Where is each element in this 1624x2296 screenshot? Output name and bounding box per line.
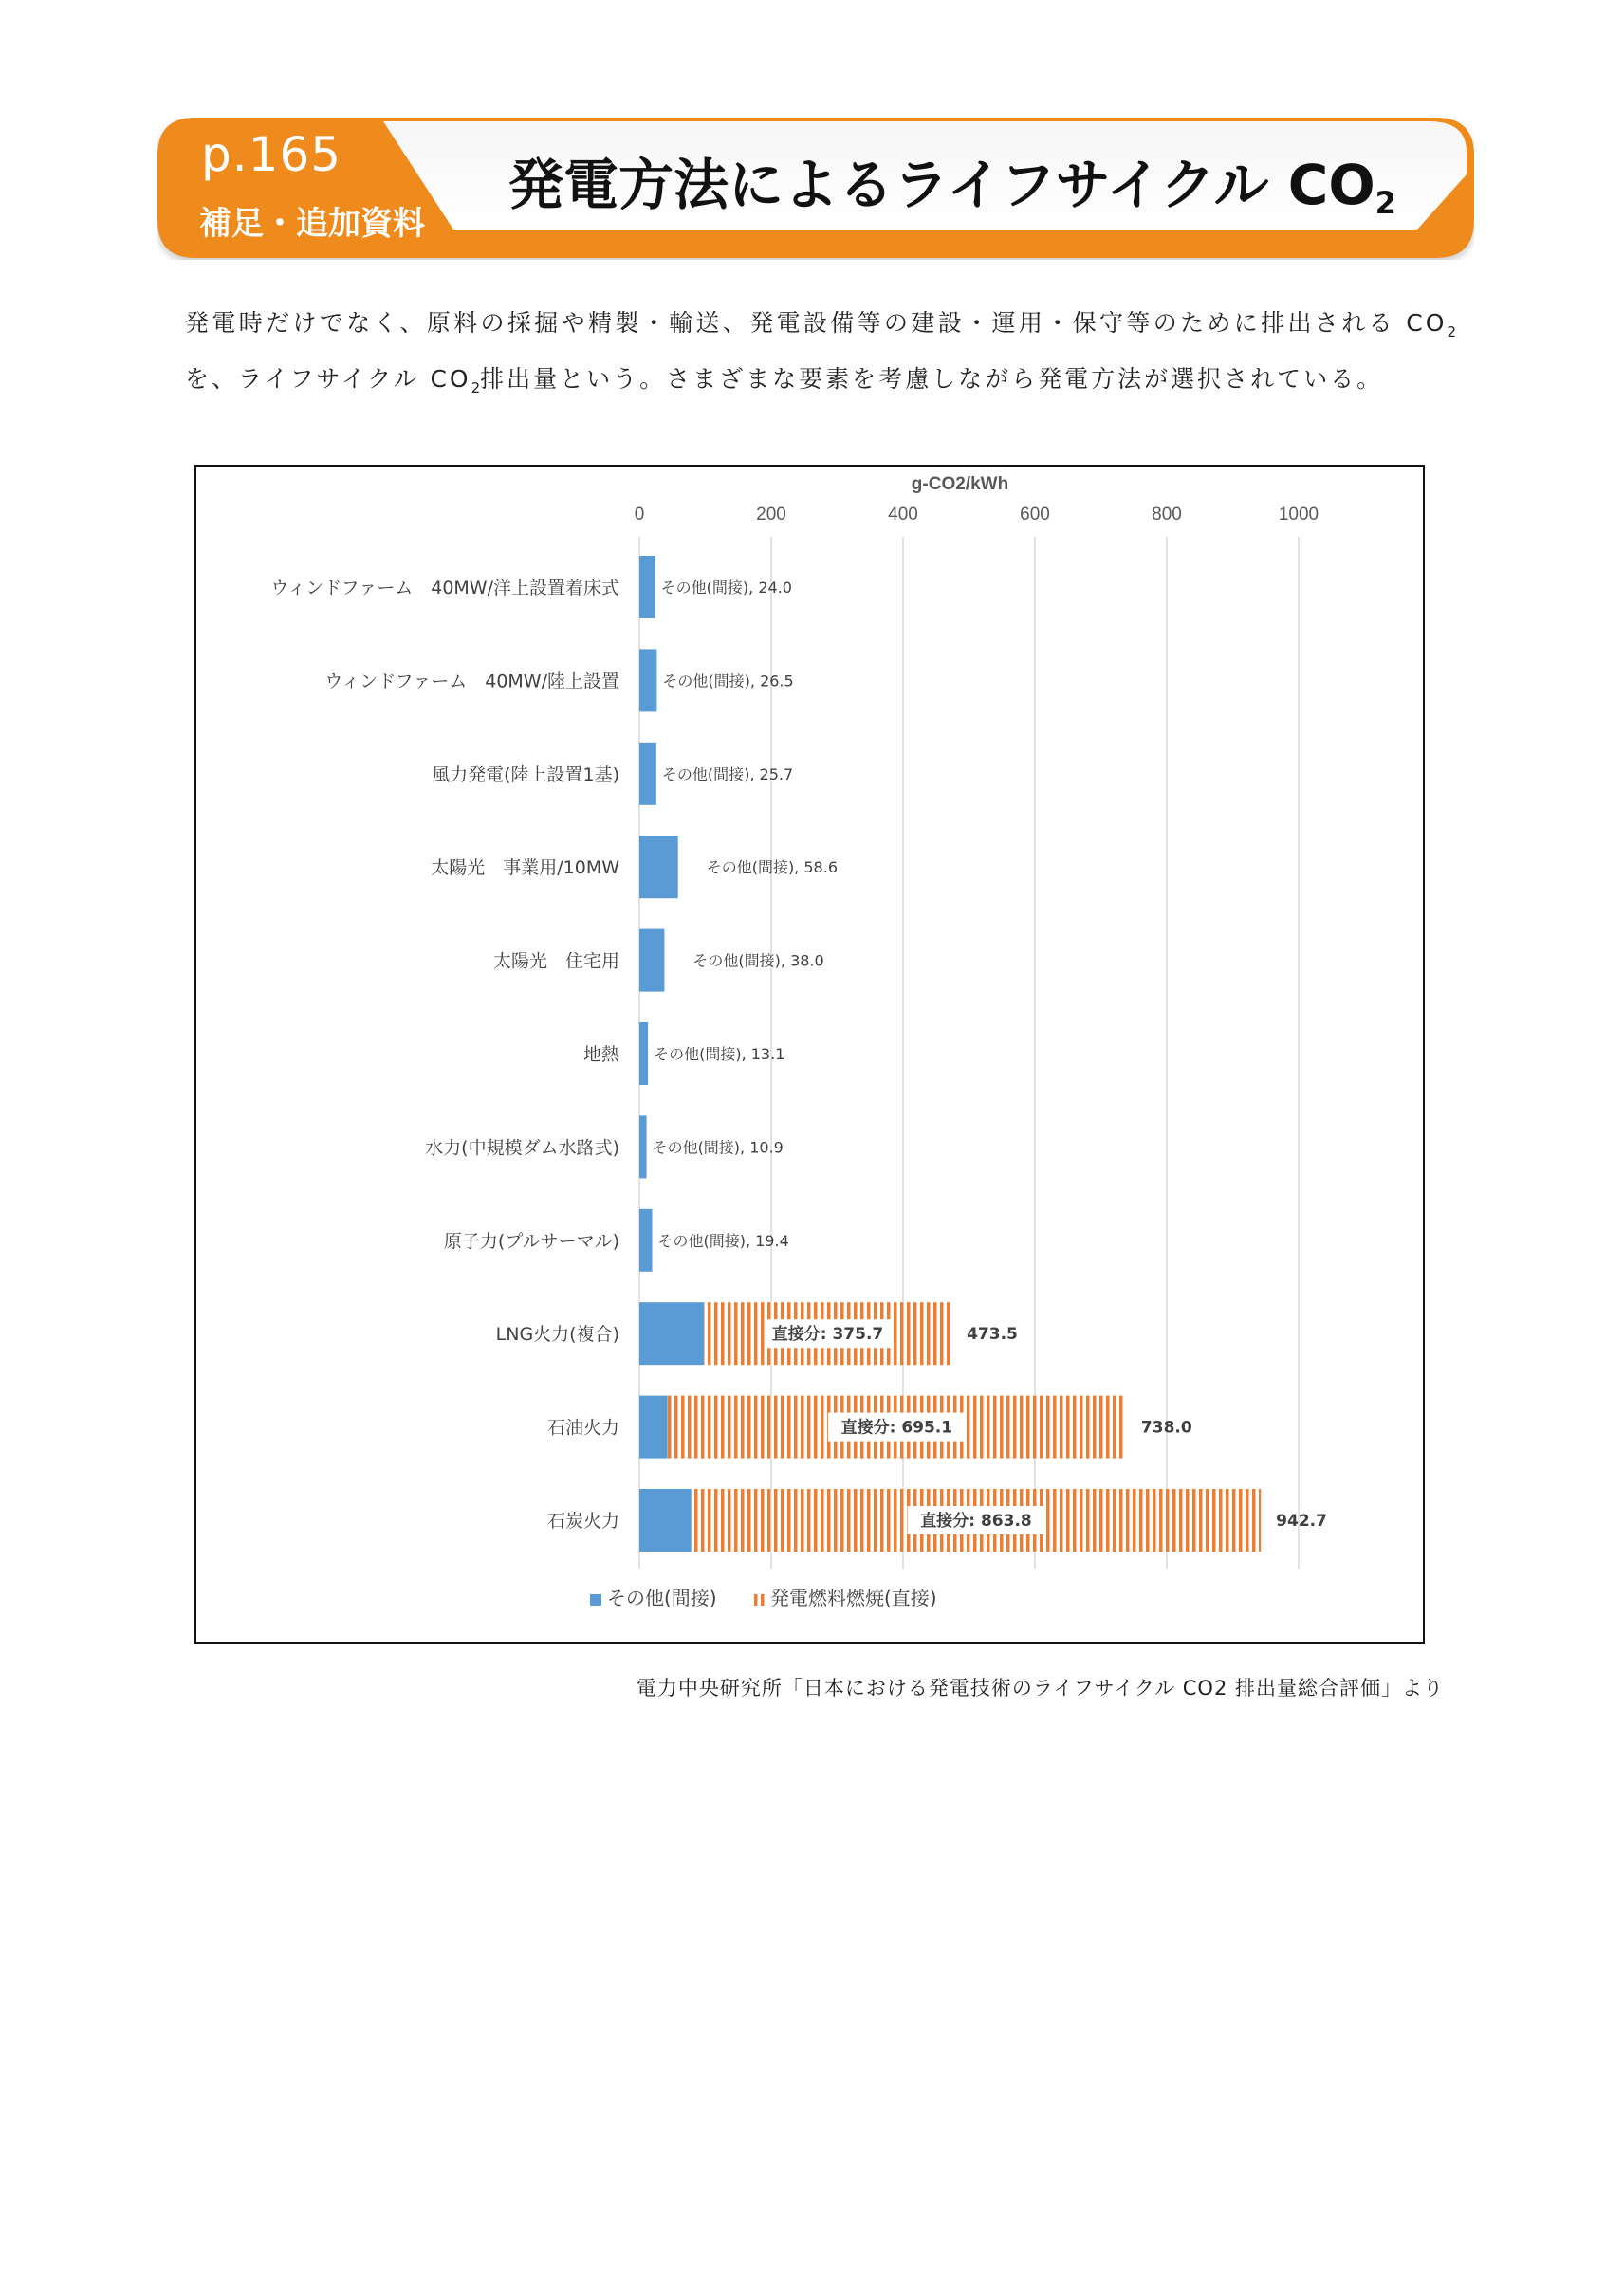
direct-value-label: 直接分: 695.1 (840, 1418, 953, 1438)
x-tick-label: 600 (1020, 505, 1050, 524)
page-title (508, 140, 1396, 221)
indirect-value-label: その他(間接), 19.4 (657, 1231, 789, 1250)
indirect-value-label: その他(間接), 25.7 (661, 764, 794, 783)
bar-indirect (639, 929, 664, 992)
bar-indirect (639, 743, 656, 805)
legend-label-direct: 発電燃料燃焼(直接) (770, 1587, 937, 1609)
bar-indirect (639, 1115, 647, 1178)
title-text: 発電方法によるライフサイクル CO (508, 153, 1375, 217)
category-label: 風力発電(陸上設置1基) (432, 763, 619, 785)
source-citation: 電力中央研究所「日本における発電技術のライフサイクル CO2 排出量総合評価」より (636, 1677, 1444, 1699)
x-tick-label: 400 (888, 505, 918, 524)
category-label: 地熱 (582, 1044, 619, 1065)
chart-frame (194, 465, 1425, 1644)
category-label: ウィンドファーム 40MW/陸上設置 (324, 670, 619, 692)
total-value-label: 473.5 (967, 1325, 1018, 1345)
indirect-value-label: その他(間接), 38.0 (692, 951, 824, 970)
page-reference: p.165 (201, 127, 342, 182)
axis-title: g-CO2/kWh (911, 474, 1009, 494)
supplement-label: 補足・追加資料 (199, 205, 425, 243)
x-tick-label: 800 (1152, 505, 1182, 524)
category-label: ウィンドファーム 40MW/洋上設置着床式 (270, 578, 619, 598)
category-label: 石炭火力 (546, 1511, 619, 1532)
direct-value-label: 直接分: 863.8 (920, 1512, 1032, 1531)
category-label: 石油火力 (546, 1417, 619, 1439)
total-value-label: 738.0 (1140, 1418, 1192, 1438)
x-tick-label: 1000 (1278, 505, 1320, 524)
bar-indirect (639, 1022, 648, 1085)
indirect-value-label: その他(間接), 10.9 (652, 1138, 784, 1157)
x-tick-label: 0 (634, 505, 645, 524)
category-label: 太陽光 住宅用 (492, 950, 619, 972)
intro-subscript-1: 2 (1447, 323, 1456, 340)
total-value-label: 942.7 (1276, 1512, 1327, 1531)
intro-part-3: 排出量という。さまざまな要素を考慮しながら発電方法が選択されている。 (480, 365, 1384, 393)
category-label: 太陽光 事業用/10MW (431, 857, 619, 879)
legend-swatch-direct (753, 1594, 765, 1606)
header-banner (157, 118, 1474, 260)
category-label: LNG火力(複合) (495, 1324, 619, 1346)
legend-swatch-indirect (590, 1594, 601, 1606)
legend-label-indirect: その他(間接) (607, 1587, 717, 1609)
bar-indirect (639, 1396, 668, 1459)
bar-indirect (639, 649, 656, 711)
bar-indirect (639, 836, 678, 898)
indirect-value-label: その他(間接), 58.6 (706, 858, 839, 877)
indirect-value-label: その他(間接), 26.5 (662, 671, 794, 690)
bar-indirect (639, 1209, 652, 1272)
intro-part-2: を、ライフサイクル CO (185, 365, 471, 393)
indirect-value-label: その他(間接), 24.0 (660, 579, 792, 597)
bar-indirect (639, 1302, 704, 1365)
intro-part-1: 発電時だけでなく、原料の採掘や精製・輸送、発電設備等の建設・運用・保守等のために排出される CO (185, 309, 1448, 337)
lifecycle-co2-chart (196, 467, 1423, 1642)
intro-paragraph (185, 300, 1456, 412)
intro-subscript-2: 2 (471, 379, 481, 396)
bar-indirect (639, 556, 655, 618)
indirect-value-label: その他(間接), 13.1 (654, 1045, 785, 1063)
direct-value-label: 直接分: 375.7 (771, 1325, 884, 1345)
title-subscript: 2 (1375, 185, 1396, 221)
category-label: 原子力(プルサーマル) (443, 1230, 619, 1252)
category-label: 水力(中規模ダム水路式) (425, 1137, 619, 1159)
x-tick-label: 200 (756, 505, 786, 524)
bar-indirect (639, 1489, 692, 1552)
